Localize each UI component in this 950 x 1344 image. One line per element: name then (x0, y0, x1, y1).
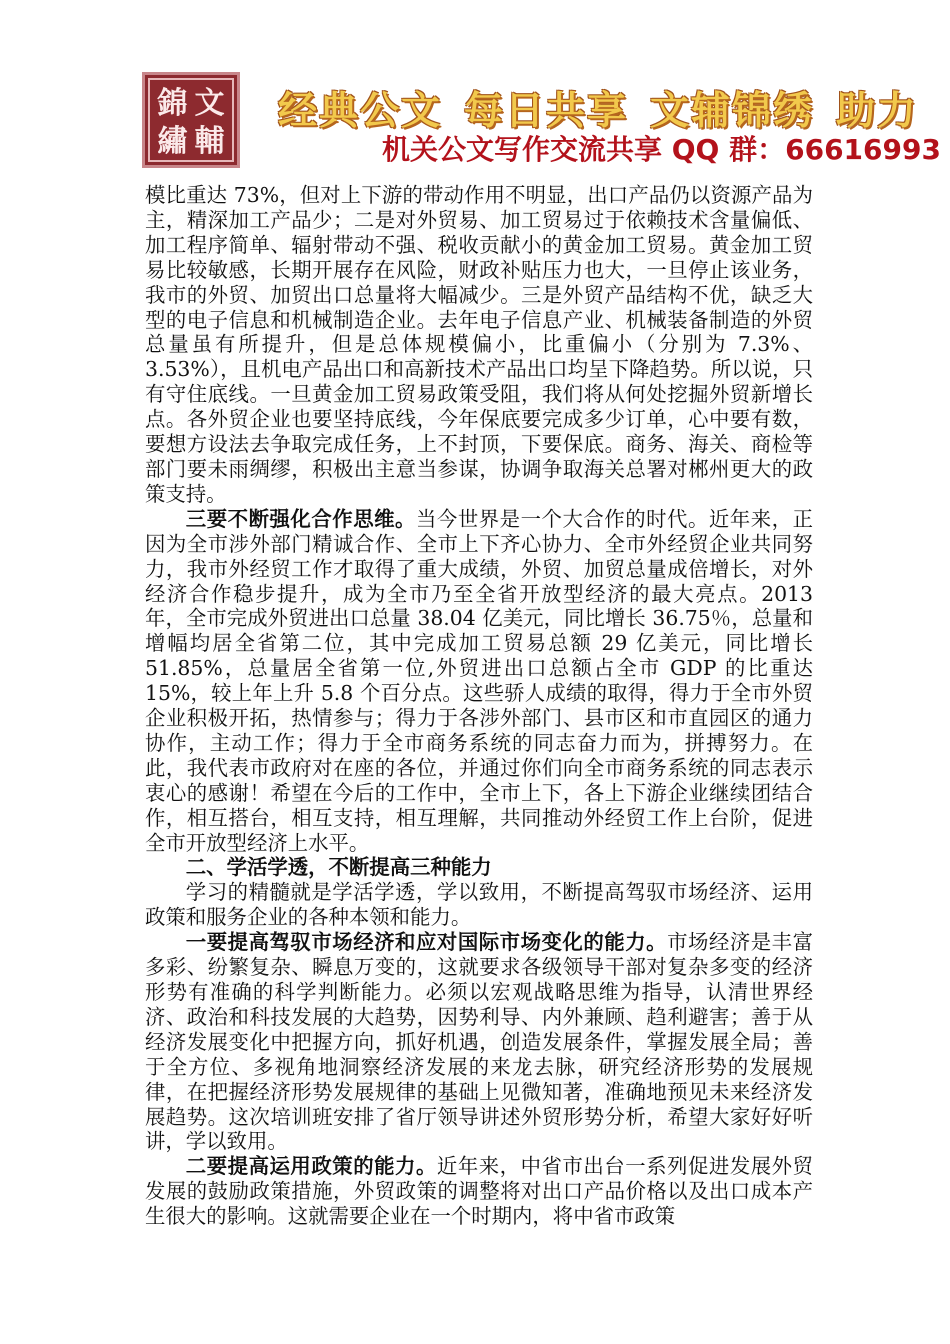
paragraph-text: 市场经济是丰富多彩、纷繁复杂、瞬息万变的，这就要求各级领导干部对复杂多变的经济形势有准确的科学判断能力。必须以宏观战略思维为指导，认清世界经济、政治和科技发展的大趋势，因势利导、内外兼顾、趋利避害；善于从经济发展变化中把握方向，抓好机遇，创造发展条件，掌握发展全局；善于全方位、多视角地洞察经济发展的来龙去脉，研究经济形势的发展规律，在把握经济形势发展规律的基础上见微知著，准确地预见未来经济发展趋势。这次培训班安排了省厅领导讲述外贸形势分析，希望大家好好听讲，学以致用。 (145, 930, 813, 1154)
seal-char: 文 (194, 86, 225, 121)
qq-group-line: 机关公文写作交流共享 QQ 群：66616993 (382, 133, 941, 166)
paragraph (145, 1154, 813, 1229)
slogan-part: 每日共享 (464, 89, 629, 134)
paragraph-lead: 一要提高驾驭市场经济和应对国际市场变化的能力。 (185, 930, 668, 955)
document-body (145, 183, 813, 1229)
seal-char: 輔 (194, 124, 225, 159)
paragraph-text: 当今世界是一个大合作的时代。近年来，正因为全市涉外部门精诚合作、全市上下齐心协力、全市外经贸企业共同努力，我市外经贸工作才取得了重大成绩，外贸、加贸总量成倍增长，对外经济合作稳步提升，成为全市乃至全省开放型经济的最大亮点。2013 年，全市完成外贸进出口总量 38.04 亿美元，同比增长 36.75％，总量和增幅均居全省第二位，其中完成加工贸易总额 29 亿美元，同比增长 51.85%，总量居全省第一位,外贸进出口总额占全市 GDP 的比重达 15%，较上年上升 5.8 个百分点。这些骄人成绩的取得，得力于全市外贸企业积极开拓，热情参与；得力于各涉外部门、县市区和市直园区的通力协作，主动工作；得力于全市商务系统的同志奋力而为，拼搏努力。在此，我代表市政府对在座的各位，并通过你们向全市商务系统的同志表示衷心的感谢！希望在今后的工作中，全市上下，各上下游企业继续团结合作，相互搭台，相互支持，相互理解，共同推动外经贸工作上台阶，促进全市开放型经济上水平。 (145, 506, 813, 855)
slogan-part: 助力 (836, 89, 919, 134)
paragraph (145, 507, 813, 856)
slogan-part: 经典公文 (278, 89, 443, 134)
seal-char: 繡 (157, 124, 188, 159)
paragraph-lead: 二要提高运用政策的能力。 (185, 1154, 437, 1179)
paragraph-lead: 三要不断强化合作思维。 (185, 506, 416, 531)
seal-char: 錦 (157, 86, 188, 121)
header-banner (0, 0, 950, 180)
slogan-part: 文辅锦绣 (650, 89, 815, 134)
paragraph (145, 183, 813, 507)
paragraph-text: 模比重达 73%，但对上下游的带动作用不明显，出口产品仍以资源产品为主，精深加工产品少；二是对外贸易、加工贸易过于依赖技术含量偏低、加工程序简单、辐射带动不强、税收贡献小的黄金加工贸易。黄金加工贸易比较敏感，长期开展存在风险，财政补贴压力也大，一旦停止该业务，我市的外贸、加贸出口总量将大幅减少。三是外贸产品结构不优，缺乏大型的电子信息和机械制造企业。去年电子信息产业、机械装备制造的外贸总量虽有所提升，但是总体规模偏小，比重偏小（分别为 7.3%、3.53%），且机电产品出口和高新技术产品出口均呈下降趋势。所以说，只有守住底线。一旦黄金加工贸易政策受阻，我们将从何处挖掘外贸新增长点。各外贸企业也要坚持底线，今年保底要完成多少订单，心中要有数，要想方设法去争取完成任务，上不封顶，下要保底。商务、海关、商检等部门要未雨绸缪，积极出主意当参谋，协调争取海关总署对郴州更大的政策支持。 (145, 183, 813, 506)
section-heading-text: 二、学活学透，不断提高三种能力 (185, 855, 492, 880)
paragraph (145, 930, 813, 1154)
paragraph (145, 880, 813, 930)
section-heading (145, 855, 813, 880)
seal-logo (142, 72, 240, 168)
paragraph-text: 近年来，中省市出台一系列促进发展外贸发展的鼓励政策措施，外贸政策的调整将对出口产品价格以及出口成本产生很大的影响。这就需要企业在一个时期内，将中省市政策 (145, 1154, 813, 1229)
paragraph-text: 学习的精髓就是学活学透，学以致用，不断提高驾驭市场经济、运用政策和服务企业的各种本领和能力。 (145, 880, 813, 930)
